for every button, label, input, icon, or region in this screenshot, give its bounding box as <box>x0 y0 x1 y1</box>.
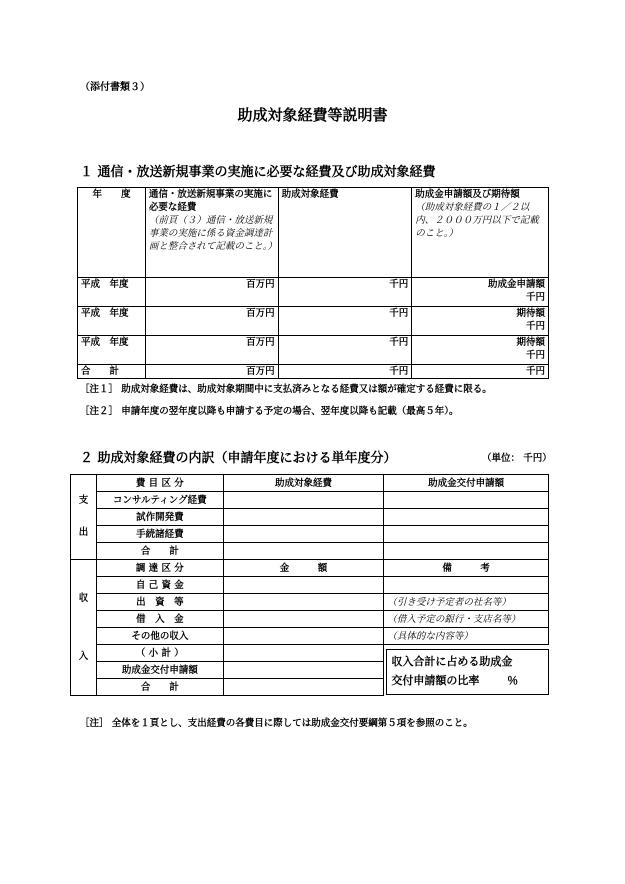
inc-note: （借入予定の銀行・支店名等） <box>384 611 549 628</box>
request-label: 助成金申請額 <box>487 279 545 290</box>
unit-note: （単位： 千円） <box>482 453 552 464</box>
unit-thousand-yen: 千円 <box>278 365 412 379</box>
attachment-label: （添付書類３） <box>80 82 150 93</box>
table-row <box>71 492 549 509</box>
request-cell <box>412 307 549 336</box>
request-cell <box>412 336 549 365</box>
ratio-box <box>386 649 548 695</box>
inc-note: （引き受け予定者の社名等） <box>384 594 549 611</box>
exp-header-eligible: 助成対象経費 <box>223 475 384 492</box>
table-row <box>71 611 549 628</box>
unit-thousand-yen: 千円 <box>278 307 412 336</box>
note-1: ［注１］ 助成対象経費は、助成対象期間中に支払済みとなる経費又は額が確定する経費に限る。 <box>80 384 492 395</box>
document-title: 助成対象経費等説明書 <box>237 106 388 124</box>
request-unit: 千円 <box>525 321 545 332</box>
inc-subtotal: （ 小 計 ） <box>96 645 223 662</box>
request-unit: 千円 <box>525 350 545 361</box>
inc-note: （具体的な内容等） <box>384 628 549 645</box>
exp-header-category: 費 目 区 分 <box>96 475 223 492</box>
row-year: 平成 年度 <box>78 278 146 307</box>
inc-header-row <box>71 560 549 577</box>
ratio-line1: 収入合計に占める助成金 <box>391 655 513 668</box>
inc-total: 合 計 <box>96 679 223 696</box>
unit-million-yen: 百万円 <box>145 365 278 379</box>
inc-item: 借 入 金 <box>96 611 223 628</box>
table-row <box>78 278 549 307</box>
table-row <box>71 509 549 526</box>
footnote: ［注］ 全体を１頁とし、支出経費の各費目に際しては助成金交付要綱第５項を参照のこと。 <box>80 718 473 729</box>
row-year: 平成 年度 <box>78 336 146 365</box>
inc-header-category: 調 達 区 分 <box>96 560 223 577</box>
unit-thousand-yen: 千円 <box>278 278 412 307</box>
inc-header-amount: 金 額 <box>223 560 384 577</box>
total-label: 合 計 <box>78 365 146 379</box>
table-row <box>71 645 549 662</box>
inc-item: 自 己 資 金 <box>96 577 223 594</box>
income-label: 収入 <box>71 560 97 696</box>
request-label: 期待額 <box>516 308 545 319</box>
col-request-title: 助成金申請額及び期待額 <box>415 189 520 200</box>
inc-note <box>384 577 549 594</box>
unit-million-yen: 百万円 <box>145 278 278 307</box>
unit-million-yen: 百万円 <box>145 336 278 365</box>
col-request-header <box>412 188 549 278</box>
request-cell <box>412 278 549 307</box>
unit-thousand-yen: 千円 <box>278 336 412 365</box>
eligible-cost-table <box>77 187 549 379</box>
expenditure-label: 支出 <box>71 475 97 560</box>
exp-header-row <box>71 475 549 492</box>
section2-heading: ２ 助成対象経費の内訳（申請年度における単年度分） <box>80 451 397 466</box>
table-row <box>71 594 549 611</box>
table-row <box>71 577 549 594</box>
col-eligible-header: 助成対象経費 <box>278 188 412 278</box>
col-required-header <box>145 188 278 278</box>
table-row <box>71 543 549 560</box>
total-row <box>78 365 549 379</box>
unit-thousand-yen: 千円 <box>412 365 549 379</box>
request-label: 期待額 <box>516 337 545 348</box>
col-year-header: 年 度 <box>78 188 146 278</box>
col-required-note: （前頁（３）通信・放送新規事業の実施に係る資金調達計画と整合されて記載のこと。） <box>148 215 278 252</box>
row-year: 平成 年度 <box>78 307 146 336</box>
ratio-line2: 交付申請額の比率 ％ <box>391 674 519 687</box>
table-row <box>71 526 549 543</box>
col-required-title: 通信・放送新規事業の実施に必要な経費 <box>148 189 273 213</box>
ratio-cell <box>384 645 549 696</box>
unit-million-yen: 百万円 <box>145 307 278 336</box>
note-2: ［注２］ 申請年度の翌年度以降も申請する予定の場合、翌年度以降も記載（最高５年）。 <box>80 406 459 417</box>
exp-total: 合 計 <box>96 543 223 560</box>
inc-item: 助成金交付申請額 <box>96 662 223 679</box>
inc-header-remarks: 備 考 <box>384 560 549 577</box>
inc-item: その他の収入 <box>96 628 223 645</box>
ratio-unit: ％ <box>507 674 519 687</box>
section1-heading: １ 通信・放送新規事業の実施に必要な経費及び助成対象経費 <box>80 165 436 180</box>
table-header-row <box>78 188 549 278</box>
exp-item: コンサルティング経費 <box>96 492 223 509</box>
table-row <box>78 307 549 336</box>
inc-item: 出 資 等 <box>96 594 223 611</box>
table-row <box>71 628 549 645</box>
table-row <box>78 336 549 365</box>
exp-item: 試作開発費 <box>96 509 223 526</box>
request-unit: 千円 <box>525 292 545 303</box>
exp-header-request: 助成金交付申請額 <box>384 475 549 492</box>
exp-item: 手続諸経費 <box>96 526 223 543</box>
col-request-note: （助成対象経費の１／２以内、２０００万円以下で記載のこと。） <box>415 202 539 239</box>
breakdown-table <box>70 474 549 696</box>
